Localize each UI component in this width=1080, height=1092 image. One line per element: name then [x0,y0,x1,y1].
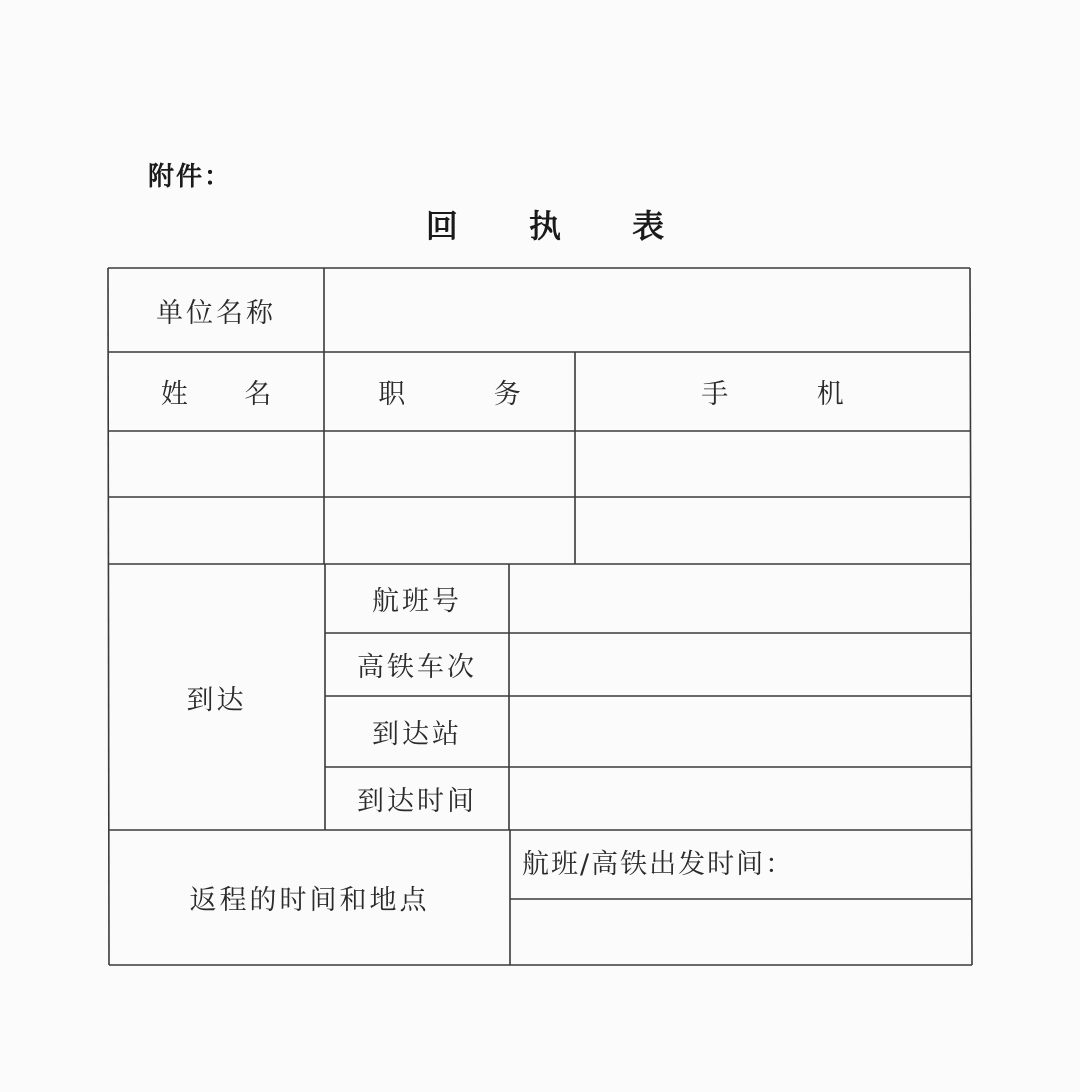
arrival-time-field[interactable] [509,767,971,830]
form-title: 回 执 表 [425,207,695,245]
attendee-position-field[interactable] [324,497,575,564]
flight-number-field[interactable] [509,564,971,633]
position-column-header: 职 务 [378,379,561,410]
arrival-station-field[interactable] [509,696,971,767]
attendee-phone-field[interactable] [575,497,970,564]
attendee-position-field[interactable] [324,431,575,497]
name-column-header: 姓 名 [160,379,296,410]
attendee-phone-field[interactable] [575,431,970,497]
unit-name-field[interactable] [324,268,970,352]
attendee-name-field[interactable] [108,431,324,497]
arrival-time-label: 到达时间 [357,786,477,817]
attachment-label: 附件： [148,162,233,192]
train-number-label: 高铁车次 [357,652,477,683]
attendee-name-field[interactable] [108,497,324,564]
arrival-label: 到达 [186,684,247,716]
departure-time-label: 航班/高铁出发时间： [522,849,795,880]
phone-column-header: 手 机 [701,379,884,410]
flight-number-label: 航班号 [372,586,462,617]
unit-name-label: 单位名称 [156,297,276,329]
return-time-place-label: 返程的时间和地点 [189,885,430,916]
train-number-field[interactable] [509,633,971,696]
return-detail-field[interactable] [510,899,972,965]
arrival-station-label: 到达站 [372,719,462,750]
